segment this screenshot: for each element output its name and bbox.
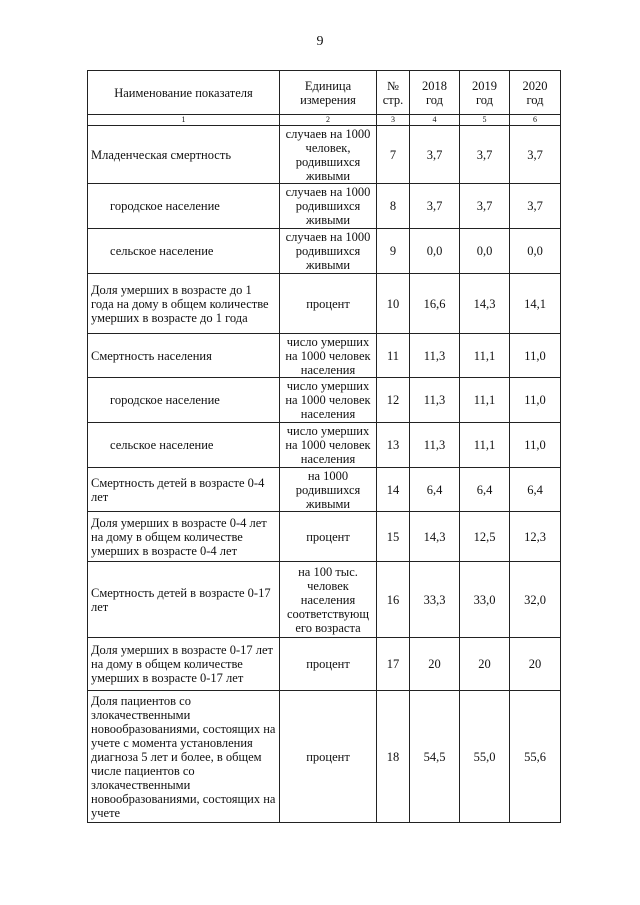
table-row — [88, 334, 561, 378]
row-number: 12 — [377, 378, 410, 423]
value-2019: 11,1 — [460, 423, 510, 468]
value-2020: 3,7 — [510, 184, 561, 229]
row-number: 14 — [377, 468, 410, 512]
value-2018: 3,7 — [410, 126, 460, 184]
value-2019: 33,0 — [460, 562, 510, 638]
header-unit: Единица измерения — [280, 71, 377, 115]
value-2019: 55,0 — [460, 691, 510, 823]
table-row — [88, 423, 561, 468]
value-2018: 14,3 — [410, 512, 460, 562]
indicator-name: городское население — [88, 378, 280, 423]
value-2019: 14,3 — [460, 274, 510, 334]
value-2018: 3,7 — [410, 184, 460, 229]
table-row — [88, 274, 561, 334]
value-2018: 33,3 — [410, 562, 460, 638]
indicator-unit: случаев на 1000 родившихся живыми — [280, 184, 377, 229]
value-2020: 11,0 — [510, 334, 561, 378]
column-number: 2 — [280, 115, 377, 126]
indicator-name: Доля пациентов со злокачественными новообразованиями, состоящих на учете с момента установления диагноза 5 лет и более, в общем числе пациентов со злокачественными новообразованиями, состоящих на учете — [88, 691, 280, 823]
column-number: 5 — [460, 115, 510, 126]
row-number: 16 — [377, 562, 410, 638]
row-number: 10 — [377, 274, 410, 334]
indicator-name: Доля умерших в возрасте 0-4 лет на дому в общем количестве умерших в возрасте 0-4 лет — [88, 512, 280, 562]
indicator-unit: число умерших на 1000 человек населения — [280, 423, 377, 468]
value-2020: 14,1 — [510, 274, 561, 334]
column-number: 4 — [410, 115, 460, 126]
value-2019: 6,4 — [460, 468, 510, 512]
value-2018: 20 — [410, 638, 460, 691]
value-2019: 11,1 — [460, 378, 510, 423]
indicator-name: Доля умерших в возрасте до 1 года на дому в общем количестве умерших в возрасте до 1 года — [88, 274, 280, 334]
value-2019: 12,5 — [460, 512, 510, 562]
row-number: 7 — [377, 126, 410, 184]
column-number: 6 — [510, 115, 561, 126]
indicator-name: городское население — [88, 184, 280, 229]
value-2019: 11,1 — [460, 334, 510, 378]
table-row — [88, 229, 561, 274]
indicator-unit: процент — [280, 274, 377, 334]
header-name: Наименование показателя — [88, 71, 280, 115]
indicator-unit: случаев на 1000 родившихся живыми — [280, 229, 377, 274]
header-year-2019: 2019 год — [460, 71, 510, 115]
row-number: 9 — [377, 229, 410, 274]
indicator-name: Смертность населения — [88, 334, 280, 378]
value-2019: 0,0 — [460, 229, 510, 274]
table-row — [88, 184, 561, 229]
value-2018: 11,3 — [410, 378, 460, 423]
value-2018: 54,5 — [410, 691, 460, 823]
indicator-unit: на 1000 родившихся живыми — [280, 468, 377, 512]
column-number: 3 — [377, 115, 410, 126]
value-2020: 11,0 — [510, 423, 561, 468]
value-2020: 32,0 — [510, 562, 561, 638]
value-2020: 0,0 — [510, 229, 561, 274]
table-row — [88, 638, 561, 691]
value-2018: 0,0 — [410, 229, 460, 274]
indicator-unit: число умерших на 1000 человек населения — [280, 334, 377, 378]
indicator-unit: случаев на 1000 человек, родившихся живыми — [280, 126, 377, 184]
value-2020: 11,0 — [510, 378, 561, 423]
value-2018: 11,3 — [410, 423, 460, 468]
header-year-2020: 2020 год — [510, 71, 561, 115]
value-2020: 6,4 — [510, 468, 561, 512]
table-row — [88, 691, 561, 823]
value-2019: 3,7 — [460, 126, 510, 184]
row-number: 15 — [377, 512, 410, 562]
indicator-name: Младенческая смертность — [88, 126, 280, 184]
value-2020: 3,7 — [510, 126, 561, 184]
indicator-unit: число умерших на 1000 человек населения — [280, 378, 377, 423]
column-numbers-row — [88, 115, 561, 126]
column-number: 1 — [88, 115, 280, 126]
indicator-unit: на 100 тыс. человек населения соответствующ его возраста — [280, 562, 377, 638]
value-2020: 20 — [510, 638, 561, 691]
header-year-2018: 2018 год — [410, 71, 460, 115]
page-number: 9 — [316, 34, 324, 49]
value-2020: 55,6 — [510, 691, 561, 823]
indicator-name: Смертность детей в возрасте 0-4 лет — [88, 468, 280, 512]
table-row — [88, 468, 561, 512]
header-row — [88, 71, 561, 115]
indicators-table — [87, 70, 561, 823]
row-number: 18 — [377, 691, 410, 823]
row-number: 11 — [377, 334, 410, 378]
value-2020: 12,3 — [510, 512, 561, 562]
value-2018: 11,3 — [410, 334, 460, 378]
indicator-unit: процент — [280, 638, 377, 691]
header-row-number: № стр. — [377, 71, 410, 115]
value-2018: 6,4 — [410, 468, 460, 512]
indicator-name: сельское население — [88, 229, 280, 274]
table-row — [88, 562, 561, 638]
value-2018: 16,6 — [410, 274, 460, 334]
indicator-name: Доля умерших в возрасте 0-17 лет на дому в общем количестве умерших в возрасте 0-17 лет — [88, 638, 280, 691]
indicator-unit: процент — [280, 691, 377, 823]
table-row — [88, 512, 561, 562]
indicator-name: Смертность детей в возрасте 0-17 лет — [88, 562, 280, 638]
value-2019: 3,7 — [460, 184, 510, 229]
row-number: 13 — [377, 423, 410, 468]
indicator-unit: процент — [280, 512, 377, 562]
table-row — [88, 378, 561, 423]
table-row — [88, 126, 561, 184]
indicator-name: сельское население — [88, 423, 280, 468]
value-2019: 20 — [460, 638, 510, 691]
row-number: 17 — [377, 638, 410, 691]
row-number: 8 — [377, 184, 410, 229]
